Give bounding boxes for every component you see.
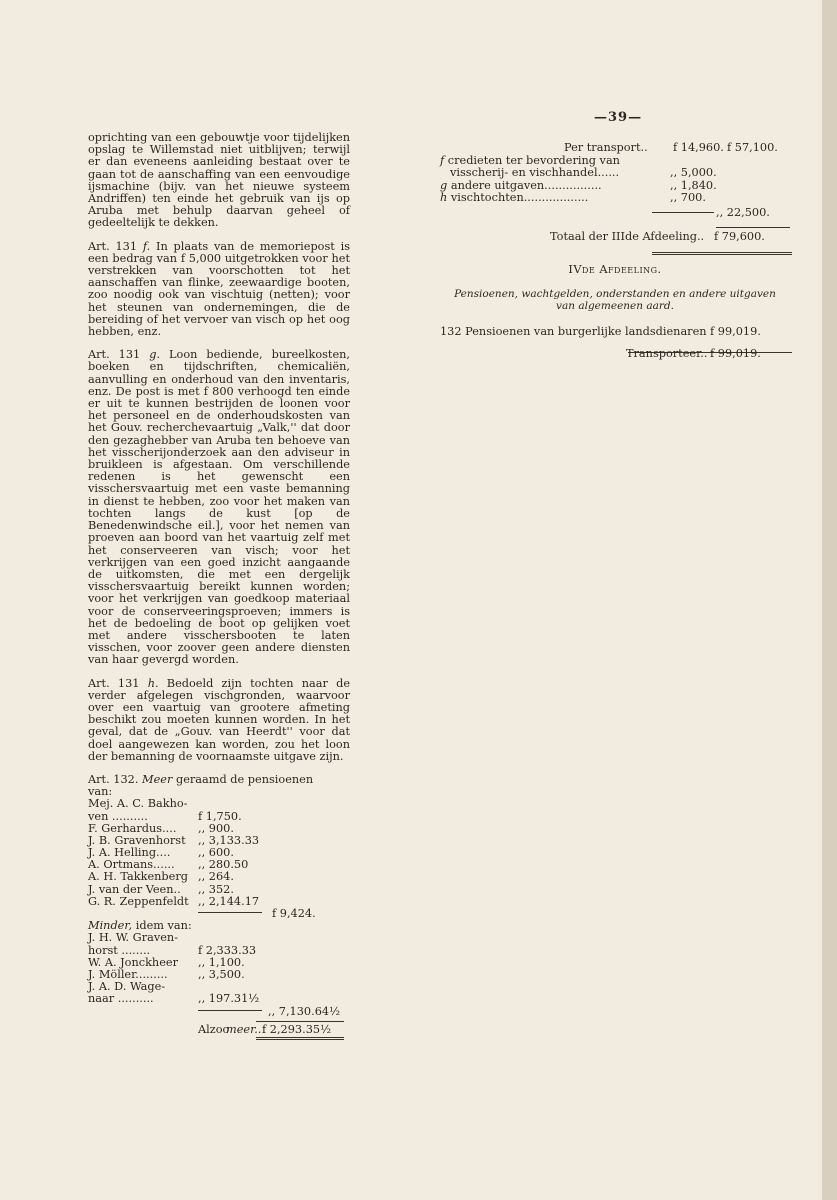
list-item: Mej. A. C. Bakho- xyxy=(88,797,188,811)
table-row: Per transport.. f 14,960. f 57,100. xyxy=(564,141,778,154)
list-item: G. R. Zeppenfeldt ,, 2,144.17 xyxy=(88,894,260,908)
table-row: 132 Pensioenen van burgerlijke landsdienaren f 99,019. xyxy=(440,324,761,338)
paragraph-art-131g: Art. 131 g. Loon bediende, bureelkosten, boeken en tijdschriften, chemicaliën, aanvulling en onderhoud van den inventaris, enz. De post is met f 800 verhoogd ten einde er uit te kunnen bestrijden de loonen voor het personeel en de onderhoudskosten van het Gouv. recherchevaartuig „Valk,'' dat door den gezaghebber van Aruba ten behoeve van het visscherijonderzoek aan den adviseur in bruikleen is afgestaan. Om verschillende redenen is het gewenscht een visschersvaartuig met een vaste bemanning in dienst te hebben, zoo voor het maken van tochten langs de kust [op de Benedenwindsche eil.], voor het nemen van proeven aan boord van het vaartuig zelf met het conserveeren van visch; voor het verkrijgen van een goed inzicht aangaande de uitkomsten, die met een dergelijk visschersvaartuig bereikt kunnen worden; voor het verkrijgen van goedkoop materiaal voor de conserveeringsproeven; immers is het de bedoeling de boot op gelijken voet met andere visschersbooten te laten visschen, voor zoover geen andere diensten van haar gevergd worden. xyxy=(88,348,351,667)
list-item: van: xyxy=(88,785,113,799)
table-row: ,, 22,500. xyxy=(440,207,790,220)
section-subtitle: Pensioenen, wachtgelden, onderstanden en andere uitgaven van algemeenen aard. xyxy=(454,287,776,312)
table-row: h vischtochten.................. ,, 700. xyxy=(440,191,706,204)
list-item: horst ........ f 2,333.33 xyxy=(88,943,257,957)
table-row: visscherij- en vischhandel...... ,, 5,000. xyxy=(450,166,717,179)
table-row: f credieten ter bevordering van xyxy=(440,153,620,167)
list-item: Alzoo meer.. f 2,293.35½ xyxy=(88,1024,350,1036)
table-row: Transporteer.. f 99,019. xyxy=(626,347,761,361)
section-heading: IVde Afdeeling. xyxy=(568,262,662,276)
list-item: Minder, idem van: xyxy=(88,919,192,933)
page-edge xyxy=(822,0,837,1200)
list-item: naar .......... ,, 197.31½ xyxy=(88,992,260,1006)
right-column xyxy=(440,142,790,361)
list-item: J. van der Veen.. ,, 352. xyxy=(88,882,234,896)
list-item: Art. 132. Meer geraamd de pensioenen xyxy=(88,772,314,786)
list-item: A. Ortmans...... ,, 280.50 xyxy=(88,858,249,872)
list-item: ven .......... f 1,750. xyxy=(88,809,242,823)
list-item: ,, 7,130.64½ xyxy=(88,1006,350,1018)
list-item: J. Möller......... ,, 3,500. xyxy=(88,967,245,981)
list-item: J. A. D. Wage- xyxy=(88,980,166,994)
left-column xyxy=(88,132,350,1036)
table-row: g andere uitgaven................ ,, 1,840. xyxy=(440,178,717,192)
paragraph-intro: oprichting van een gebouwtje voor tijdelijken opslag te Willemstad niet uitblijven; terwijl er dan eveneens aanleiding bestaat over te gaan tot de aanschaffing van een eenvoudige ijsmachine (bijv. van het nieuwe systeem Andriffen) ten einde het gebruik van ijs op Aruba met behulp daarvan geheel of gedeeltelijk te dekken. xyxy=(88,131,350,230)
list-item: A. H. Takkenberg ,, 264. xyxy=(88,870,234,884)
list-item: f 9,424. xyxy=(88,908,350,920)
paragraph-art-131f: Art. 131 f. In plaats van de memoriepost is een bedrag van f 5,000 uitgetrokken voor het verstrekken van voorschotten tot het aanschaffen van flinke, zeewaardige booten, zoo noodig ook van vischtuig (netten); voor het steunen van ondernemingen, die de bereiding of het vervoer van visch op het oog hebben, enz. xyxy=(88,239,351,339)
pension-list xyxy=(88,774,350,1036)
list-item: F. Gerhardus.... ,, 900. xyxy=(88,821,234,835)
paragraph-art-131h: Art. 131 h. Bedoeld zijn tochten naar de verder afgelegen vischgronden, waarvoor over een vaartuig van grootere afmeting beschikt zou moeten kunnen worden. In het geval, dat de „Gouv. van Heerdt'' voor dat doel aangewezen kan worden, zou het loon der bemanning de voornaamste uitgave zijn. xyxy=(88,676,351,763)
table-row: Totaal der IIIde Afdeeling.. f 79,600. xyxy=(550,230,765,243)
page-number: —39— xyxy=(594,110,643,125)
list-item: J. B. Gravenhorst ,, 3,133.33 xyxy=(88,833,260,847)
list-item: J. H. W. Graven- xyxy=(88,931,179,945)
list-item: W. A. Jonckheer ,, 1,100. xyxy=(88,955,245,969)
list-item: J. A. Helling.... ,, 600. xyxy=(88,846,234,860)
